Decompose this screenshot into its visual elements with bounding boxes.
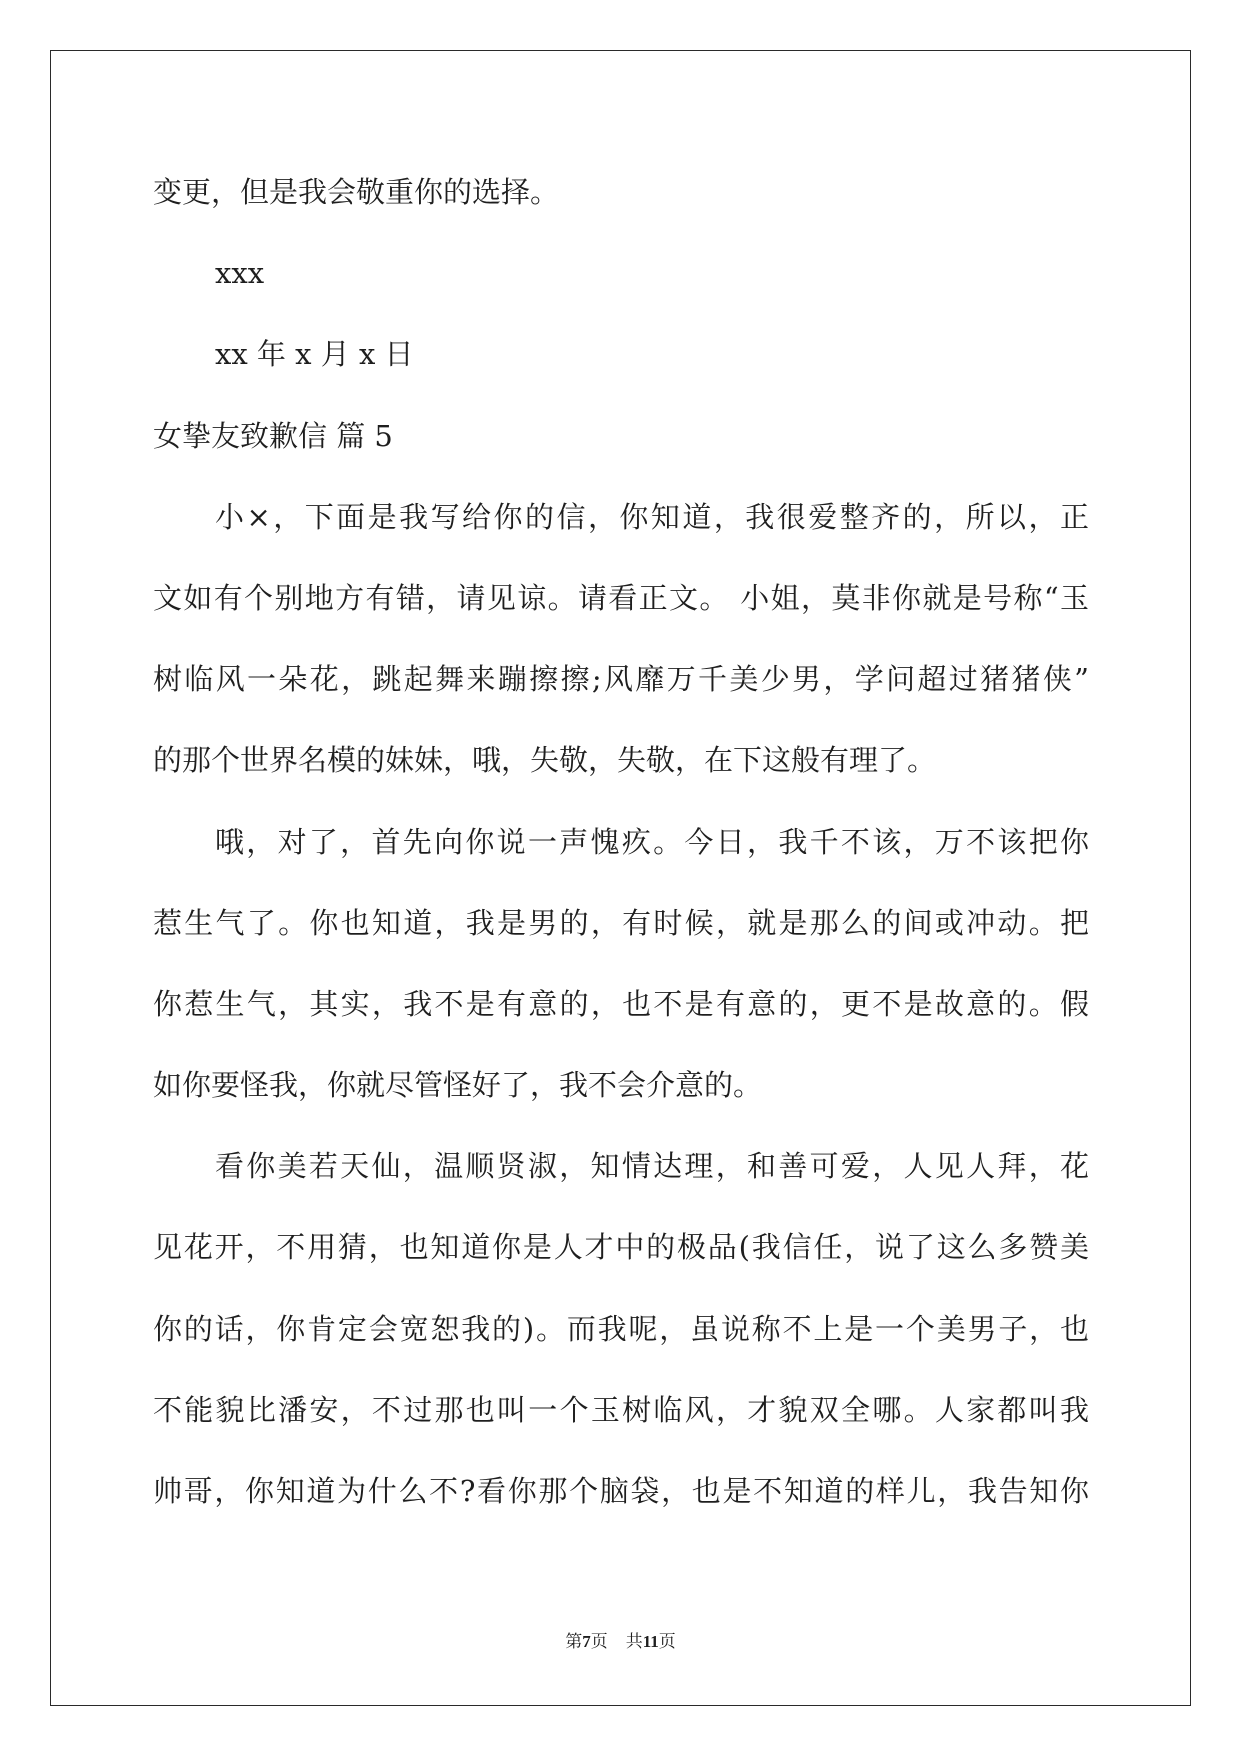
text-line: 哦，对了，首先向你说一声愧疚。今日，我千不该，万不该把你 — [215, 824, 1089, 859]
text-line: 看你美若天仙，温顺贤淑，知情达理，和善可爱，人见人拜，花 — [215, 1149, 1089, 1184]
total-suffix: 页 — [658, 1632, 676, 1651]
paragraph-3 — [153, 1126, 1089, 1532]
paragraph-1 — [153, 477, 1089, 802]
section-heading: 女挚友致歉信 篇 5 — [153, 418, 393, 453]
text-line: 文如有个别地方有错，请见谅。请看正文。 小姐，莫非你就是号称“玉 — [153, 580, 1089, 615]
text-line: 你惹生气，其实，我不是有意的，也不是有意的，更不是故意的。假 — [153, 986, 1089, 1021]
signature: xxx — [215, 256, 265, 291]
text-line: 小×，下面是我写给你的信，你知道，我很爱整齐的，所以，正 — [215, 499, 1089, 534]
text-line: 帅哥，你知道为什么不?看你那个脑袋，也是不知道的样儿，我告知你 — [153, 1474, 1089, 1508]
total-pages: 11 — [642, 1632, 659, 1651]
total-prefix: 共 — [625, 1632, 643, 1651]
continuation-line: 变更，但是我会敬重你的选择。 — [153, 175, 560, 209]
page-prefix: 第 — [565, 1632, 583, 1651]
text-line: 惹生气了。你也知道，我是男的，有时候，就是那么的间或冲动。把 — [153, 905, 1089, 940]
document-body — [153, 152, 1089, 1532]
page-footer — [0, 1630, 1241, 1654]
paragraph-2 — [153, 802, 1089, 1127]
page-number: 7 — [582, 1632, 591, 1651]
text-line: 不能貌比潘安，不过那也叫一个玉树临风，才貌双全哪。人家都叫我 — [153, 1392, 1089, 1427]
text-line: 如你要怪我，你就尽管怪好了，我不会介意的。 — [153, 1068, 763, 1103]
letter-date: xx 年 x 月 x 日 — [215, 337, 414, 372]
text-line: 树临风一朵花，跳起舞来蹦擦擦;风靡万千美少男，学问超过猪猪侠” — [153, 662, 1089, 697]
text-line: 你的话，你肯定会宽恕我的)。而我呢，虽说称不上是一个美男子，也 — [153, 1311, 1089, 1346]
page-suffix: 页 — [590, 1632, 608, 1651]
text-line: 的那个世界名模的妹妹，哦，失敬，失敬，在下这般有理了。 — [153, 743, 937, 778]
text-line: 见花开，不用猜，也知道你是人才中的极品(我信任，说了这么多赞美 — [153, 1230, 1089, 1265]
